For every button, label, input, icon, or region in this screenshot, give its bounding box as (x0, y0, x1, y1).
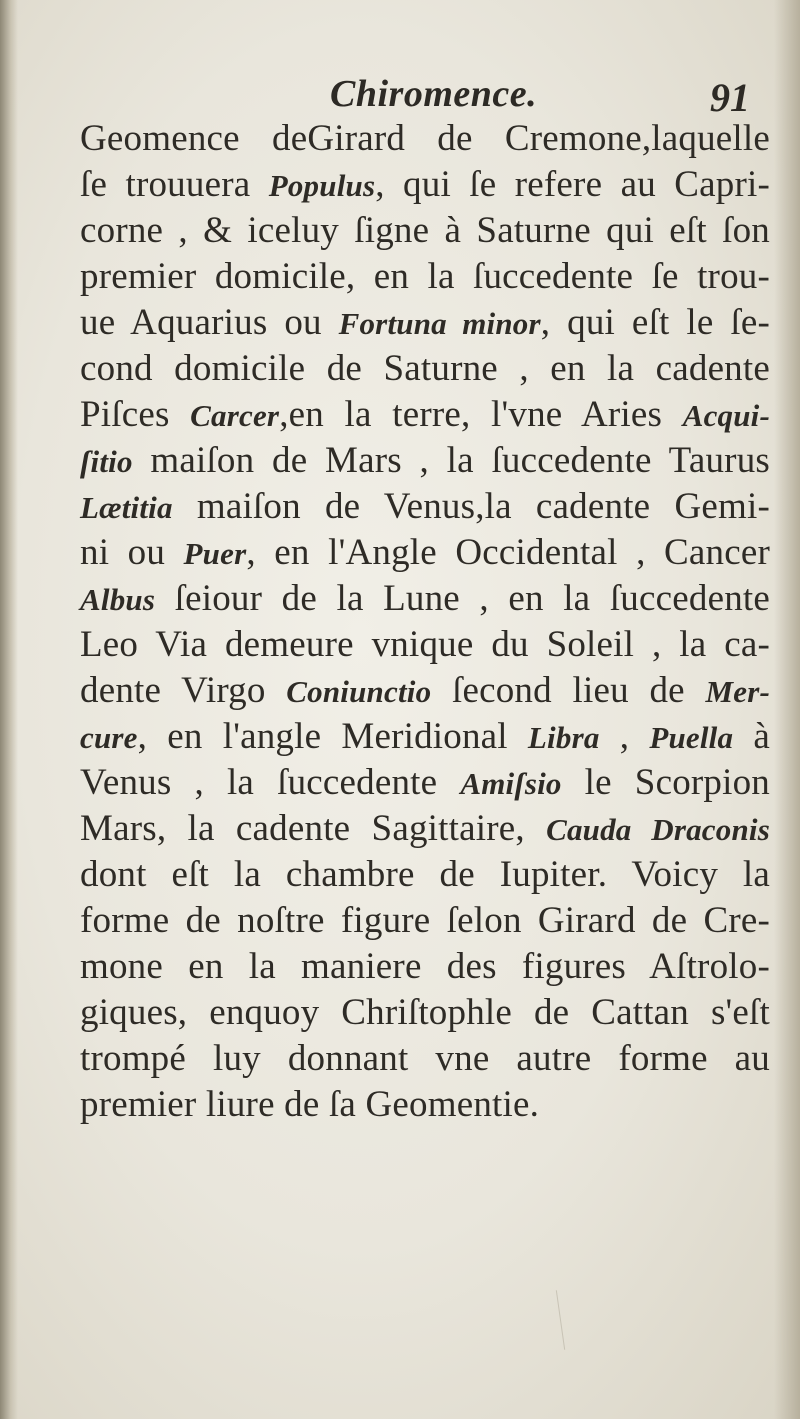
italic-text: Puella (649, 720, 734, 755)
text-line (80, 576, 770, 622)
text-segment: , qui eſt le ſe- (540, 302, 770, 343)
text-segment: ,en la terre, l'vne Aries (279, 394, 683, 435)
text-segment: Mars, la cadente Sagittaire, (80, 808, 547, 849)
italic-text: Libra (527, 720, 600, 755)
text-line (80, 714, 770, 760)
italic-text: Lætitia (80, 490, 173, 525)
text-line (80, 806, 770, 852)
text-line (80, 1082, 770, 1128)
text-segment: maiſon de Venus,la cadente Gemi- (172, 486, 770, 527)
text-segment: ue Aquarius ou (80, 302, 339, 343)
text-segment: giques, enquoy Chriſtophle de Cattan s'eſt (80, 992, 770, 1033)
running-header: Chiromence. (330, 73, 538, 115)
text-line (80, 990, 770, 1036)
text-segment: ſe trouuera (80, 164, 269, 205)
text-segment: , qui ſe refere au Capri- (375, 164, 770, 205)
text-segment: dont eſt la chambre de Iupiter. Voicy la (80, 854, 770, 895)
text-line (80, 852, 770, 898)
italic-text: Albus (80, 582, 156, 617)
text-segment: Leo Via demeure vnique du Soleil , la ca- (80, 624, 770, 665)
text-segment: dente Virgo (80, 670, 287, 711)
text-segment: maiſon de Mars , la ſuccedente Taurus (132, 440, 770, 481)
text-segment: ni ou (80, 532, 184, 573)
text-segment: Venus , la ſuccedente (80, 762, 461, 803)
page-gutter-shadow (0, 0, 18, 1419)
text-segment: trompé luy donnant vne autre forme au (80, 1038, 770, 1079)
text-segment: ſeiour de la Lune , en la ſuccedente (155, 578, 770, 619)
italic-text: Fortuna minor (338, 306, 541, 341)
text-line (80, 208, 770, 254)
text-segment: corne , & iceluy ſigne à Saturne qui eſt ſon (80, 210, 770, 251)
text-line (80, 438, 770, 484)
text-segment: mone en la maniere des figures Aſtrolo- (80, 946, 770, 987)
text-line (80, 1036, 770, 1082)
text-segment: , en l'Angle Occidental , Cancer (246, 532, 770, 573)
italic-text: Coniunctio (286, 674, 432, 709)
text-line (80, 392, 770, 438)
page-edge-shadow (774, 0, 800, 1419)
text-line (80, 530, 770, 576)
text-segment: le Scorpion (561, 762, 770, 803)
text-line (80, 668, 770, 714)
paper-mark (556, 1290, 565, 1350)
text-line (80, 254, 770, 300)
text-segment: ſecond lieu de (431, 670, 706, 711)
text-line (80, 346, 770, 392)
italic-text: Puer (183, 536, 247, 571)
italic-text: cure (80, 720, 138, 755)
text-segment: premier liure de ſa Geomentie. (80, 1084, 540, 1125)
italic-text: Cauda Draconis (546, 812, 770, 847)
italic-text: Carcer (190, 398, 280, 433)
italic-text: ſitio (80, 444, 133, 479)
italic-text: Acqui- (682, 398, 771, 433)
text-line (80, 622, 770, 668)
text-line (80, 116, 770, 162)
text-segment: premier domicile, en la ſuccedente ſe trou- (80, 256, 770, 297)
italic-text: Amiſsio (460, 766, 562, 801)
text-segment: Geomence deGirard de Cremone,laquelle (80, 118, 770, 159)
text-line (80, 760, 770, 806)
text-line (80, 944, 770, 990)
text-segment: forme de noſtre figure ſelon Girard de Cre- (80, 900, 770, 941)
text-segment: cond domicile de Saturne , en la cadente (80, 348, 770, 389)
text-line (80, 162, 770, 208)
text-segment: , en l'angle Meridional (137, 716, 528, 757)
page-number: 91 (710, 75, 750, 120)
text-line (80, 898, 770, 944)
text-segment: , (599, 716, 650, 757)
text-line (80, 300, 770, 346)
italic-text: Populus (268, 168, 376, 203)
italic-text: Mer- (705, 674, 770, 709)
text-segment: à (733, 716, 770, 757)
text-line (80, 484, 770, 530)
text-segment: Piſces (80, 394, 191, 435)
body-text (80, 116, 770, 1128)
